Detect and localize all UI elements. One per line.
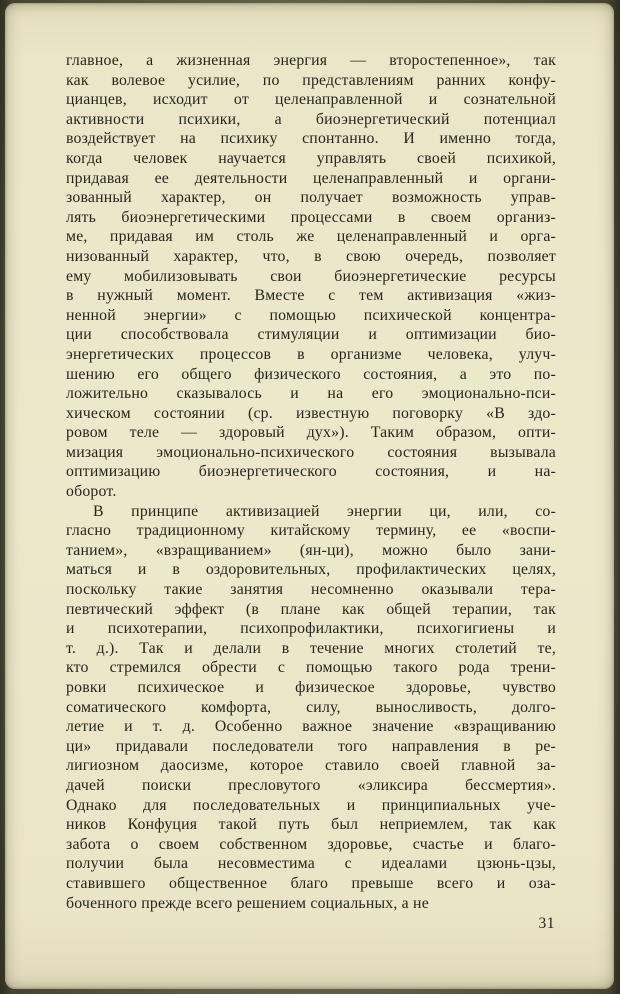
text-line: кто стремился обрести с помощью такого рода трени- xyxy=(66,659,556,677)
text-line: Однако для последовательных и принципиальных уче- xyxy=(66,796,556,814)
text-line: и психотерапии, психопрофилактики, психогигиены и xyxy=(66,620,556,638)
text-line: когда человек научается управлять своей психикой, xyxy=(66,149,556,167)
text-line: ме, придавая им столь же целенаправленный и орга- xyxy=(66,228,556,246)
text-line: соматического комфорта, силу, выносливость, долго- xyxy=(66,698,556,716)
text-line: главное, а жизненная энергия — второстепенное», так xyxy=(66,52,556,69)
book-page xyxy=(5,3,614,989)
text-line: ровом теле — здоровый дух»). Таким образом, опти- xyxy=(66,424,556,442)
text-line: маться и в оздоровительных, профилактических целях, xyxy=(66,561,556,579)
text-line: гласно традиционному китайскому термину, ее «воспи- xyxy=(66,522,556,540)
text-line: ников Конфуция такой путь был неприемлем, так как xyxy=(66,816,556,834)
text-line: цианцев, исходит от целенаправленной и сознательной xyxy=(66,91,556,109)
text-line: лигиозном даосизме, которое ставило своей главной за- xyxy=(66,757,556,775)
text-line: шению его общего физического состояния, а это по- xyxy=(66,365,556,383)
text-line: активности психики, а биоэнергетический потенциал xyxy=(66,110,556,128)
text-line: певтический эффект (в плане как общей терапии, так xyxy=(66,600,556,618)
text-line: в нужный момент. Вместе с тем активизация «жиз- xyxy=(66,287,556,305)
paragraph xyxy=(66,502,556,913)
paragraph xyxy=(66,51,556,502)
text-line: поскольку такие занятия несомненно оказывали тера- xyxy=(66,581,556,599)
text-line: т. д.). Так и делали в течение многих столетий те, xyxy=(66,639,556,657)
text-line: оптимизацию биоэнергетического состояния, и на- xyxy=(66,463,556,481)
text-line: воздействует на психику спонтанно. И именно тогда, xyxy=(66,130,556,148)
text-line: оборот. xyxy=(66,483,117,501)
text-line: боченного прежде всего решением социальных, а не xyxy=(66,894,429,912)
page-number: 31 xyxy=(538,915,555,932)
text-line: В принципе активизацией энергии ци, или, со- xyxy=(93,502,556,520)
text-line: энергетических процессов в организме человека, улуч- xyxy=(66,345,556,363)
text-line: ненной энергии» с помощью психической концентра- xyxy=(66,306,556,324)
text-line: дачей поиски пресловутого «эликсира бессмертия». xyxy=(66,776,556,794)
text-line: ции способствовала стимуляции и оптимизации био- xyxy=(66,326,556,344)
text-line: лять биоэнергетическими процессами в своем организ- xyxy=(66,208,556,226)
text-line: низованный характер, что, в свою очередь, позволяет xyxy=(66,247,556,265)
text-line: зованный характер, он получает возможность управ- xyxy=(66,189,556,207)
text-line: танием», «взращиванием» (ян-ци), можно было зани- xyxy=(66,541,556,559)
text-line: забота о своем собственном здоровье, счастье и благо- xyxy=(66,835,556,853)
text-line: ровки психическое и физическое здоровье, чувство xyxy=(66,679,556,696)
text-line: получии была несовместима с идеалами цзюнь-цзы, xyxy=(66,855,556,873)
text-line: ему мобилизовывать свои биоэнергетические ресурсы xyxy=(66,267,556,285)
text-line: летие и т. д. Особенно важное значение «взращиванию xyxy=(66,718,556,736)
text-line: как волевое усилие, по представлениям ранних конфу- xyxy=(66,71,556,89)
text-line: придавая ее деятельности целенаправленный и органи- xyxy=(66,169,556,187)
text-line: ставившего общественное благо превыше всего и оза- xyxy=(66,874,556,892)
page-text xyxy=(66,51,556,913)
text-line: ложительно сказывалось и на его эмоционально-пси- xyxy=(66,385,556,403)
text-line: ци» придавали последователи того направления в ре- xyxy=(66,737,556,755)
text-line: мизация эмоционально-психического состояния вызывала xyxy=(66,443,556,461)
text-line: хическом состоянии (ср. известную поговорку «В здо- xyxy=(66,404,556,422)
